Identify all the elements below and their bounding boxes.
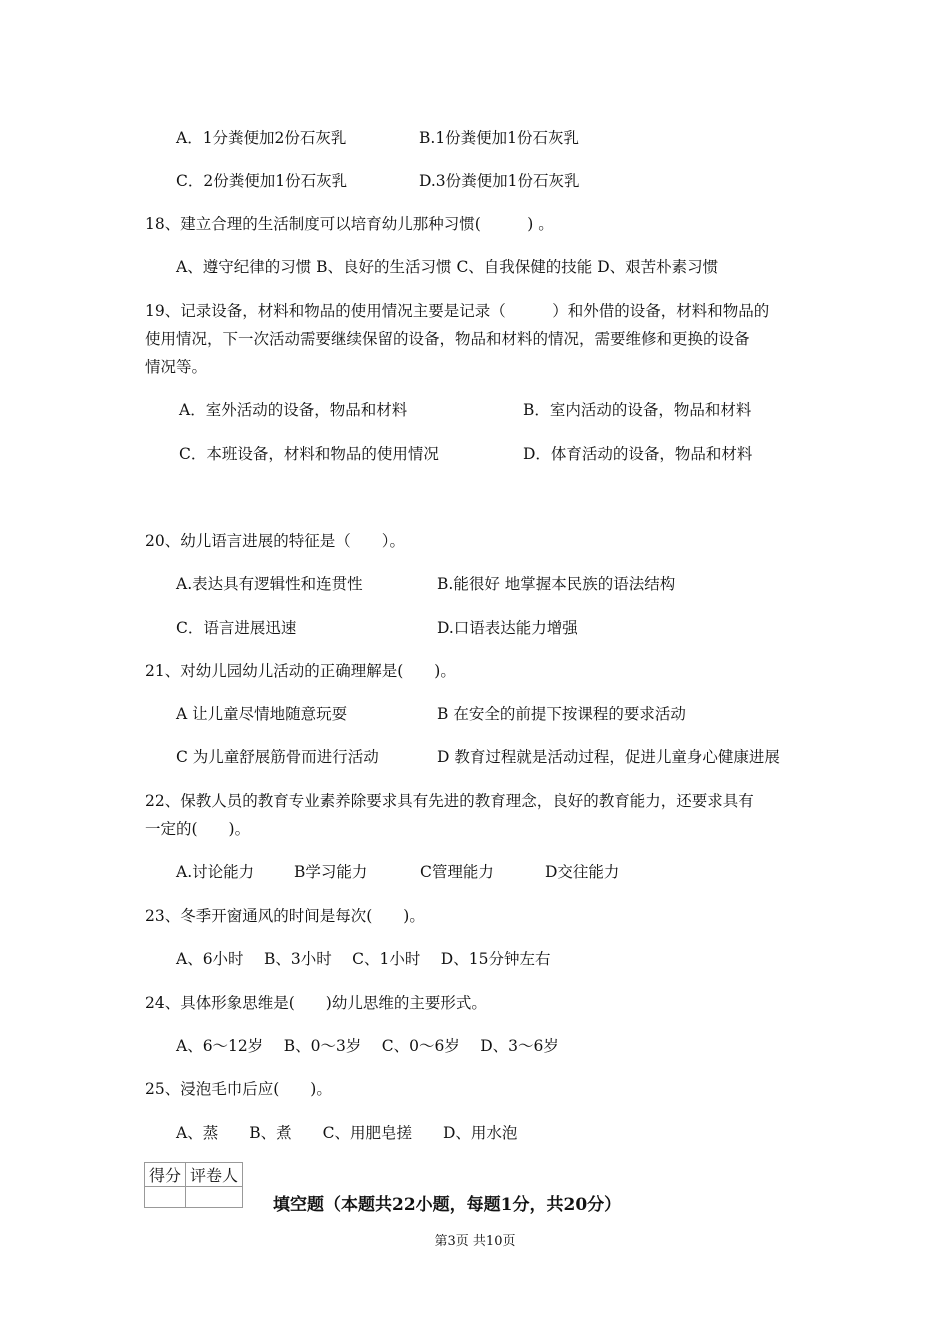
q19-option-b: B．室内活动的设备，物品和材料 [523, 401, 752, 419]
q19-option-d: D．体育活动的设备，物品和材料 [523, 445, 753, 463]
q17-option-c: C．2份粪便加1份石灰乳 [176, 172, 348, 190]
q23-options: A、6小时 B、3小时 C、1小时 D、15分钟左右 [176, 950, 551, 968]
q20-option-b: B.能很好 地掌握本民族的语法结构 [437, 575, 676, 593]
q22-stem-line1: 22、保教人员的教育专业素养除要求具有先进的教育理念，良好的教育能力，还要求具有 [145, 792, 754, 810]
grader-label: 评卷人 [186, 1163, 243, 1187]
q25-options: A、蒸 B、煮 C、用肥皂搓 D、用水泡 [176, 1124, 518, 1142]
q24-stem: 24、具体形象思维是( )幼儿思维的主要形式。 [145, 994, 487, 1012]
score-label: 得分 [145, 1163, 186, 1187]
q22-option-b: B学习能力 [294, 863, 368, 881]
page-footer: 第3页 共10页 [434, 1234, 516, 1249]
q19-stem-line2: 使用情况，下一次活动需要继续保留的设备，物品和材料的情况，需要维修和更换的设备 [145, 330, 750, 348]
q22-stem-line2: 一定的( )。 [145, 820, 251, 838]
q21-option-b: B 在安全的前提下按课程的要求活动 [437, 705, 686, 723]
q23-stem: 23、冬季开窗通风的时间是每次( )。 [145, 907, 425, 925]
q17-option-b: B.1份粪便加1份石灰乳 [419, 129, 580, 147]
q25-stem: 25、浸泡毛巾后应( )。 [145, 1080, 332, 1098]
q18-options: A、遵守纪律的习惯 B、良好的生活习惯 C、自我保健的技能 D、艰苦朴素习惯 [176, 258, 719, 276]
q19-option-c: C．本班设备，材料和物品的使用情况 [179, 445, 439, 463]
q19-stem-line1: 19、记录设备，材料和物品的使用情况主要是记录（ ）和外借的设备，材料和物品的 [145, 302, 770, 320]
q18-stem: 18、建立合理的生活制度可以培育幼儿那种习惯( ) 。 [145, 215, 554, 233]
q21-option-d: D 教育过程就是活动过程，促进儿童身心健康进展 [437, 748, 780, 766]
q17-option-d: D.3份粪便加1份石灰乳 [419, 172, 580, 190]
q22-option-d: D交往能力 [545, 863, 620, 881]
q19-option-a: A．室外活动的设备，物品和材料 [179, 401, 408, 419]
q20-option-c: C．语言进展迅速 [176, 619, 297, 637]
section-title: 填空题（本题共22小题，每题1分，共20分） [273, 1195, 622, 1215]
q22-option-a: A.讨论能力 [176, 863, 255, 881]
q22-option-c: C管理能力 [420, 863, 494, 881]
q19-stem-line3: 情况等。 [145, 358, 208, 376]
q20-option-a: A.表达具有逻辑性和连贯性 [176, 575, 363, 593]
q17-option-a: A．1分粪便加2份石灰乳 [176, 129, 347, 147]
q21-stem: 21、对幼儿园幼儿活动的正确理解是( )。 [145, 662, 456, 680]
q20-option-d: D.口语表达能力增强 [437, 619, 578, 637]
q20-stem: 20、幼儿语言进展的特征是（ ）。 [145, 532, 405, 550]
score-cell [145, 1187, 186, 1208]
q24-options: A、6～12岁 B、0～3岁 C、0～6岁 D、3～6岁 [176, 1037, 559, 1055]
q21-option-a: A 让儿童尽情地随意玩耍 [176, 705, 348, 723]
q21-option-c: C 为儿童舒展筋骨而进行活动 [176, 748, 379, 766]
grader-cell [186, 1187, 243, 1208]
score-table [144, 1162, 243, 1208]
